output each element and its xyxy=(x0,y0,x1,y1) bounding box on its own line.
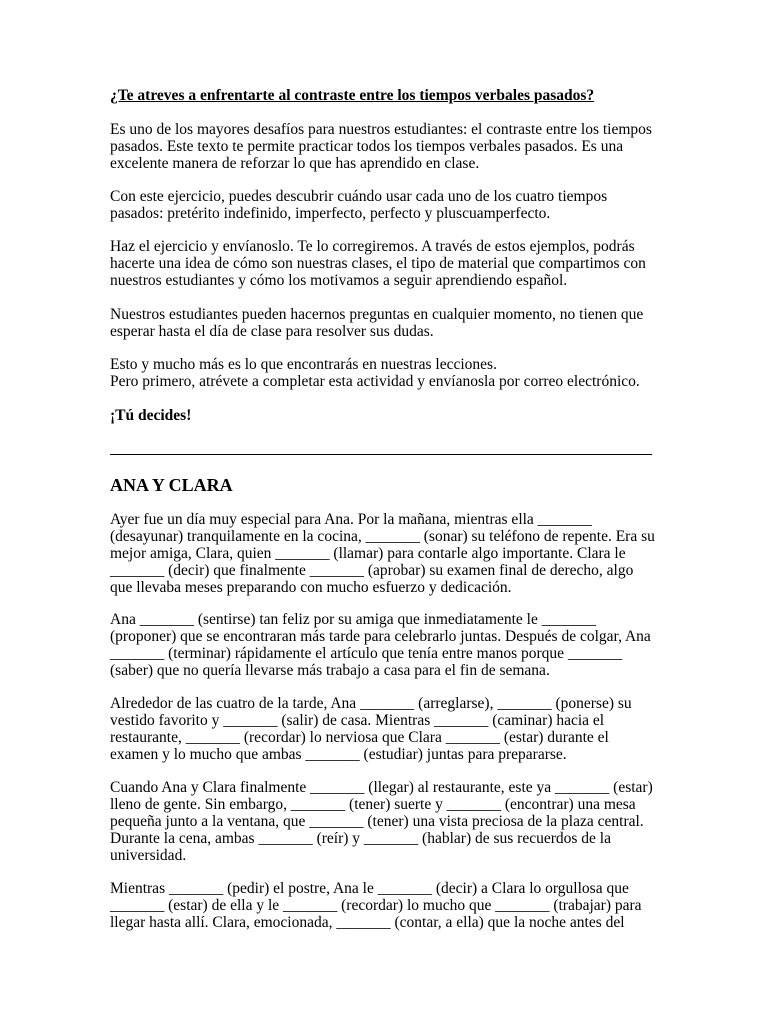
intro-paragraph-4 xyxy=(110,306,670,340)
text-line: Nuestros estudiantes pueden hacernos preguntas en cualquier momento, no tienen que xyxy=(110,306,644,323)
text-line: (desayunar) tranquilamente en la cocina, _______ (sonar) su teléfono de repente. Era su xyxy=(110,528,655,545)
text-line: Durante la cena, ambas _______ (reír) y _______ (hablar) de sus recuerdos de la xyxy=(110,830,611,847)
text-line: (proponer) que se encontraran más tarde para celebrarlo juntas. Después de colgar, Ana xyxy=(110,628,651,645)
intro-paragraph-1 xyxy=(110,121,670,172)
text-line: Pero primero, atrévete a completar esta actividad y envíanosla por correo electrónico. xyxy=(110,373,640,390)
story-paragraph-2 xyxy=(110,611,670,679)
text-line: excelente manera de reforzar lo que has aprendido en clase. xyxy=(110,155,480,172)
text-line: examen y lo mucho que ambas _______ (estudiar) juntas para prepararse. xyxy=(110,746,567,763)
text-line: Esto y mucho más es lo que encontrarás en nuestras lecciones. xyxy=(110,356,497,373)
text-line: _______ (decir) que finalmente _______ (aprobar) su examen final de derecho, algo xyxy=(110,562,634,579)
text-line: restaurante, _______ (recordar) lo nerviosa que Clara _______ (estar) durante el xyxy=(110,729,609,746)
text-line: pequeña junto a la ventana, que _______ (tener) una vista preciosa de la plaza central. xyxy=(110,813,644,830)
text-line: mejor amiga, Clara, quien _______ (llamar) para contarle algo importante. Clara le xyxy=(110,545,626,562)
story-paragraph-3 xyxy=(110,695,670,763)
text-line: hacerte una idea de cómo son nuestras clases, el tipo de material que compartimos con xyxy=(110,255,646,272)
story-paragraph-5 xyxy=(110,880,670,931)
text-line: Mientras _______ (pedir) el postre, Ana le _______ (decir) a Clara lo orgullosa que xyxy=(110,880,629,897)
intro-paragraph-3 xyxy=(110,238,670,289)
intro-title: ¿Te atreves a enfrentarte al contraste entre los tiempos verbales pasados? xyxy=(110,87,595,104)
text-line: que llevaba meses preparando con mucho esfuerzo y dedicación. xyxy=(110,579,512,596)
text-line: pasados: pretérito indefinido, imperfecto, perfecto y pluscuamperfecto. xyxy=(110,205,551,222)
story-paragraph-1 xyxy=(110,511,670,596)
text-line: Alrededor de las cuatro de la tarde, Ana _______ (arreglarse), _______ (ponerse) su xyxy=(110,695,632,712)
text-line: esperar hasta el día de clase para resolver sus dudas. xyxy=(110,323,434,340)
text-line: llegar hasta allí. Clara, emocionada, _______ (contar, a ella) que la noche antes del xyxy=(110,914,625,931)
story-title: ANA Y CLARA xyxy=(110,475,233,495)
text-line: Ana _______ (sentirse) tan feliz por su amiga que inmediatamente le _______ xyxy=(110,611,596,628)
text-line: universidad. xyxy=(110,847,187,864)
text-line: _______ (estar) de ella y le _______ (recordar) lo mucho que _______ (trabajar) para xyxy=(110,897,642,914)
text-line: Es uno de los mayores desafíos para nuestros estudiantes: el contraste entre los tiempos xyxy=(110,121,652,138)
story-paragraph-4 xyxy=(110,779,670,864)
text-line: vestido favorito y _______ (salir) de casa. Mientras _______ (caminar) hacia el xyxy=(110,712,605,729)
text-line: Ayer fue un día muy especial para Ana. Por la mañana, mientras ella _______ xyxy=(110,511,592,528)
text-line: Cuando Ana y Clara finalmente _______ (llegar) al restaurante, este ya _______ (estar) xyxy=(110,779,653,796)
text-line: _______ (terminar) rápidamente el artículo que tenía entre manos porque _______ xyxy=(110,645,623,662)
intro-paragraph-2 xyxy=(110,188,670,222)
separator-line xyxy=(110,454,652,455)
text-line: pasados. Este texto te permite practicar todos los tiempos verbales pasados. Es una xyxy=(110,138,624,155)
text-line: Haz el ejercicio y envíanoslo. Te lo corregiremos. A través de estos ejemplos, podrás xyxy=(110,238,635,255)
intro-closing: ¡Tú decides! xyxy=(110,407,192,424)
text-line: lleno de gente. Sin embargo, _______ (tener) suerte y _______ (encontrar) una mesa xyxy=(110,796,636,813)
intro-paragraph-5 xyxy=(110,356,670,390)
text-line: (saber) que no quería llevarse más trabajo a casa para el fin de semana. xyxy=(110,662,550,679)
text-line: Con este ejercicio, puedes descubrir cuándo usar cada uno de los cuatro tiempos xyxy=(110,188,608,205)
text-line: nuestros estudiantes y cómo los motivamos a seguir aprendiendo español. xyxy=(110,272,568,289)
